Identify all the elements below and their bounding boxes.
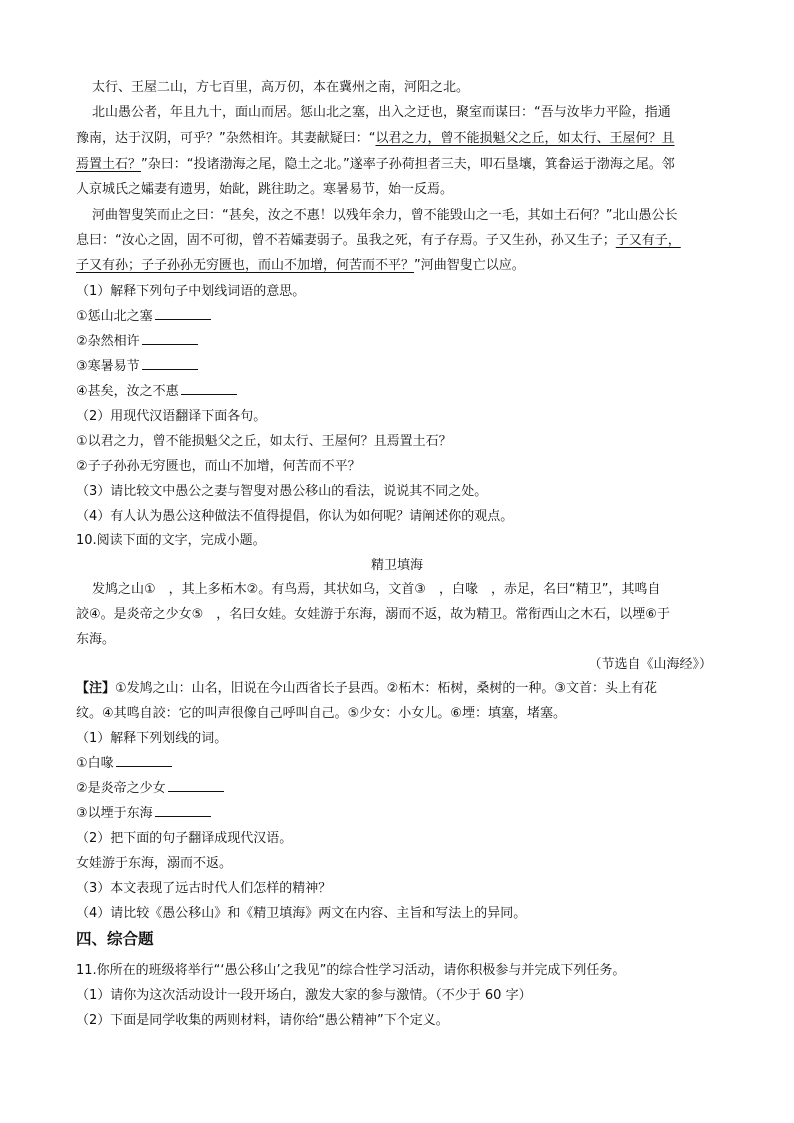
annotation-line-2: 纹。④其鸣自詨：它的叫声很像自己呼叫自己。⑤少女：小女儿。⑥堙：填塞，堵塞。	[76, 706, 566, 721]
passage-paragraph-2-line-2: 豫南，达于汉阴，可乎？”杂然相许。其妻献疑曰：“以君之力，曾不能损魁父之丘，如太行、王屋何？且	[76, 131, 675, 146]
passage-paragraph-2-line-4: 人京城氏之孀妻有遗男，始龀，跳往助之。寒暑易节，始一反焉。	[76, 182, 454, 197]
question-10-heading: 10.阅读下面的文字，完成小题。	[76, 533, 266, 548]
section-heading: 四、综合题	[76, 930, 154, 948]
passage-source: （节选自《山海经》）	[588, 657, 712, 672]
question-4-prompt: （4）有人认为愚公这种做法不值得提倡，你认为如何呢？请阐述你的观点。	[76, 509, 514, 524]
passage-paragraph-3-line-2: 息曰：“汝心之固，固不可彻，曾不若孀妻弱子。虽我之死，有子存焉。子又生孙，孙又生子；子又有子，	[76, 233, 681, 248]
question-1-item: ②杂然相许	[76, 332, 726, 352]
passage-paragraph-1: 太行、王屋二山，方七百里，高万仞，本在冀州之南，河阳之北。	[92, 80, 470, 95]
passage-paragraph-3-line-1: 河曲智叟笑而止之曰：“甚矣，汝之不惠！以残年余力，曾不能毁山之一毛，其如土石何？”北山愚公长	[92, 208, 678, 223]
question-11-prompt: 11.你所在的班级将举行“‘愚公移山’之我见”的综合性学习活动，请你积极参与并完成下列任务。	[76, 963, 626, 978]
question-1-item: ③寒暑易节	[76, 357, 726, 377]
question-11-sub-1: （1）请你为这次活动设计一段开场白，激发大家的参与激情。（不少于 60 字）	[76, 988, 532, 1003]
underlined-sentence: 子又有子，	[615, 233, 681, 248]
subquestion-1-item: ①白喙	[76, 754, 726, 774]
underlined-sentence: 子又有孙；	[76, 258, 142, 273]
answer-blank[interactable]	[181, 382, 237, 395]
subquestion-2-prompt: （2）把下面的句子翻译成现代汉语。	[76, 831, 293, 846]
answer-blank[interactable]	[142, 357, 198, 370]
question-2-prompt: （2）用现代汉语翻译下面各句。	[76, 409, 267, 424]
answer-blank[interactable]	[155, 307, 211, 320]
question-1-item: ①惩山北之塞	[76, 307, 726, 327]
answer-blank[interactable]	[142, 332, 198, 345]
question-2-item: ②子子孙孙无穷匮也，而山不加增，何苦而不平？	[76, 459, 361, 474]
passage-2-line-1: 发鸠之山① ，其上多柘木②。有鸟焉，其状如乌，文首③ ，白喙 ，赤足，名曰“精卫”，其鸣自	[92, 582, 661, 597]
question-3-prompt: （3）请比较文中愚公之妻与智叟对愚公移山的看法，说说其不同之处。	[76, 484, 488, 499]
answer-blank[interactable]	[168, 779, 224, 792]
passage-title: 精卫填海	[370, 558, 423, 573]
passage-2-line-2: 詨④。是炎帝之少女⑤ ，名曰女娃。女娃游于东海，溺而不返，故为精卫。常衔西山之木石，以堙⑥于	[76, 607, 670, 622]
subquestion-4-prompt: （4）请比较《愚公移山》和《精卫填海》两文在内容、主旨和写法上的异同。	[76, 906, 527, 921]
question-11-sub-2: （2）下面是同学收集的两则材料，请你给“愚公精神”下个定义。	[76, 1013, 449, 1028]
question-1-item: ④甚矣，汝之不惠	[76, 382, 726, 402]
passage-paragraph-2-line-3: 焉置土石？”杂曰：“投诸渤海之尾，隐土之北。”遂率子孙荷担者三夫，叩石垦壤，箕畚运于渤海之尾。邻	[76, 157, 675, 172]
subquestion-1-item: ③以堙于东海	[76, 804, 726, 824]
subquestion-1-item: ②是炎帝之少女	[76, 779, 726, 799]
answer-blank[interactable]	[155, 804, 211, 817]
passage-2-line-3: 东海。	[76, 632, 116, 647]
answer-blank[interactable]	[116, 754, 172, 767]
subquestion-1-prompt: （1）解释下列划线的词。	[76, 731, 228, 746]
underlined-sentence: 以君之力，曾不能损魁父之丘，如太行、王屋何？且	[375, 131, 675, 146]
annotation-label: 【注】	[76, 681, 116, 696]
underlined-sentence: 子子孙孙无穷匮也，而山不加增，何苦而不平？	[141, 258, 415, 273]
passage-paragraph-2-line-1: 北山愚公者，年且九十，面山而居。惩山北之塞，出入之迂也，聚室而谋曰：“吾与汝毕力平险，指通	[92, 105, 671, 120]
annotation-line-1: 【注】①发鸠之山：山名，旧说在今山西省长子县西。②柘木：柘树，桑树的一种。③文首：头上有花	[76, 681, 657, 696]
question-1-prompt: （1）解释下列句子中划线词语的意思。	[76, 284, 306, 299]
passage-paragraph-3-line-3: 子又有孙；子子孙孙无穷匮也，而山不加增，何苦而不平？”河曲智叟亡以应。	[76, 258, 525, 273]
question-2-item: ①以君之力，曾不能损魁父之丘，如太行、王屋何？且焉置土石？	[76, 434, 452, 449]
subquestion-3-prompt: （3）本文表现了远古时代人们怎样的精神？	[76, 881, 332, 896]
underlined-sentence: 焉置土石？	[76, 157, 142, 172]
subquestion-2-text: 女娃游于东海，溺而不返。	[76, 856, 233, 871]
